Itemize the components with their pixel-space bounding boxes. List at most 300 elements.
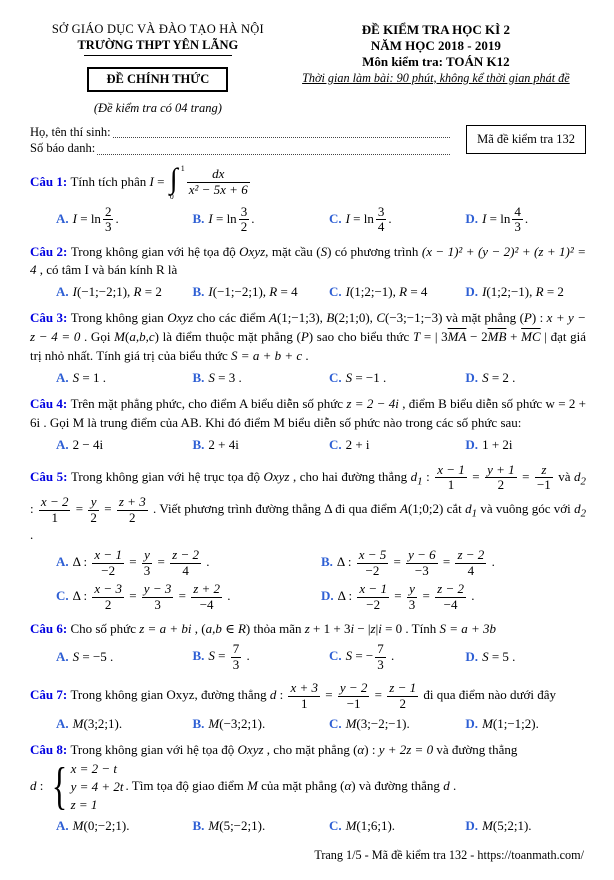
stem-text: , có tâm I và bán kính R là [36,262,178,278]
question-label: Câu 7: [30,687,71,703]
math-text: M [345,817,357,833]
math-text: B [326,310,335,326]
question-stem-continued [30,760,586,814]
integral-lower-bound: 0 [169,191,174,201]
math-text: P [300,329,309,345]
math-text: z = 2 − 4i [346,396,399,412]
stem-text: Δ : [337,588,356,604]
vector-overline: $\overline{MB}$ [487,329,507,345]
stem-text: = ln [486,210,511,226]
stem-text: 2 + i [345,436,370,452]
stem-text: Trong không gian với hệ trục tọa độ [70,468,264,484]
fraction-denominator: −4 [443,596,458,612]
fraction-numerator: 3 [377,203,385,219]
system-lines [71,760,124,814]
stem-text: Trong không gian với hệ tọa độ [70,742,238,758]
options-row [30,204,586,236]
fraction-denominator: −3 [414,562,429,578]
fraction-denominator: 3 [154,596,161,612]
option-D [465,282,586,302]
fraction-numerator: 7 [232,640,240,656]
math-text: S = a + 3b [439,621,497,637]
option-A [56,368,192,388]
stem-text: , điểm B biểu diễn số phức w = 2 + 6i . Gọi M là trung điểm của AB. Khi đó điểm M biểu diễn số phức nào trong các số phức sau: [30,396,586,430]
question-2 [30,243,586,303]
stem-text: . [449,778,457,794]
student-name-label: Họ, tên thí sinh: [30,125,111,139]
stem-text: Cho số phức [70,621,140,637]
stem-text: . Viết phương trình đường thẳng Δ đi qua điểm [149,501,400,517]
option-D [465,714,586,734]
stem-text: Trong không gian với hệ tọa độ [70,243,240,259]
fraction [239,205,250,235]
option-letter: A. [56,716,69,732]
fraction-denominator: 1 [447,477,455,493]
option-letter: C. [328,817,342,833]
stem-text: ) và đường thẳng [351,778,444,794]
option-B [192,204,328,236]
stem-text: (−1;−2;1), [212,284,270,300]
stem-text: . [387,648,395,664]
stem-text: (−1;−2;1), [76,284,134,300]
math-text: x + y − z − 4 = 0 [30,310,586,345]
stem-text: = 5 . [488,648,516,664]
option-B [192,641,328,673]
stem-text: 2 − 4i [72,436,104,452]
stem-text: = | 3 [420,329,448,345]
fraction-denominator: 2 [240,219,248,235]
stem-text: = [518,468,533,484]
stem-text: (3;2;1). [83,716,123,732]
stem-text: = [322,687,336,703]
exam-title: ĐỀ KIỂM TRA HỌC KÌ 2 [361,22,510,37]
math-text: α [344,778,352,794]
official-exam-box: ĐỀ CHÍNH THỨC [87,67,228,92]
stem-text: và vuông góc với [477,501,575,517]
stem-text: (0;−2;1). [83,817,130,833]
stem-text: . [115,210,119,226]
math-text: M [72,817,84,833]
stem-text: = [100,501,115,517]
stem-text: của mặt phẳng ( [257,778,345,794]
math-text: I [208,210,213,226]
option-A [56,647,192,667]
math-text: d [269,687,277,703]
stem-text: (3;−2;−1). [356,716,410,732]
option-letter: C. [56,588,69,604]
stem-text: . [243,648,250,664]
stem-text: : [276,687,287,703]
math-text: S [72,369,80,385]
question-stem [30,620,586,639]
duration-line: Thời gian làm bài: 90 phút, không kể thời gian phát đề [302,70,570,85]
question-8 [30,741,586,836]
fraction-denominator: −2 [365,562,380,578]
math-text: A [399,501,408,517]
stem-text: = [439,553,454,569]
fraction-numerator: x + 3 [290,680,319,696]
math-text: S [482,369,489,385]
stem-text: : [36,778,47,794]
fraction-numerator: z − 2 [437,581,464,597]
math-text: I [345,284,350,300]
fraction [376,205,387,235]
stem-text: = ln [76,210,101,226]
stem-text: . Gọi [80,329,115,345]
stem-text: . [467,588,475,604]
fraction-denominator: 2 [104,596,112,612]
question-6 [30,620,586,673]
question-stem [30,309,586,366]
fraction-denominator: 3 [232,656,240,672]
stem-text: : [422,468,434,484]
stem-text: , cho hai đường thẳng [289,468,411,484]
math-text: S [208,369,215,385]
stem-text: Trong không gian [70,310,168,326]
fraction-numerator: dx [187,167,250,183]
stem-text: ( [124,329,130,345]
fraction-denominator: 3 [514,219,521,235]
option-letter: B. [192,716,205,732]
question-label: Câu 3: [30,310,71,326]
math-text: Oxyz [239,243,266,259]
stem-text: = [153,173,168,189]
fraction-numerator: y [407,582,418,598]
fraction [455,548,486,578]
math-text: z [304,621,310,637]
fraction [387,681,418,711]
stem-text: . Tìm tọa độ giao điểm [125,778,247,794]
stem-text: (5;2;1). [492,817,532,833]
math-text: I [482,284,487,300]
stem-text: = [390,588,405,604]
stem-text: = 0 . Tính [381,621,440,637]
question-7 [30,680,586,734]
integral-icon [168,164,185,202]
fraction-numerator: y − 3 [143,581,172,597]
fraction [231,642,242,672]
stem-text: = 3 . [214,369,242,385]
math-text: S [72,648,80,664]
option-A [56,435,192,455]
stem-text: Δ : [336,553,355,569]
fraction [435,582,466,612]
option-letter: A. [56,648,69,664]
math-text: I [72,210,77,226]
stem-text: = 4 [277,284,298,300]
stem-text: = [371,687,386,703]
fraction-denominator: x² − 5x + 6 [188,182,248,197]
equation-system [47,760,124,814]
math-text: Oxyz [167,310,194,326]
option-D [465,816,586,836]
subject-line: Môn kiểm tra: TOÁN K12 [362,53,510,69]
stem-text: , ( [191,621,206,637]
math-text: I [482,210,487,226]
fraction-numerator: y + 1 [487,461,515,477]
math-text: S [320,243,328,259]
page-header [30,22,586,116]
math-text: R [535,284,544,300]
math-text: z = a + bi [139,621,192,637]
student-id-label: Số báo danh: [30,141,96,156]
option-A [56,547,321,579]
fraction [338,681,370,711]
option-letter: A. [56,817,69,833]
page-footer: Trang 1/5 - Mã đề kiểm tra 132 - https://toanmath.com/ [314,848,584,862]
fraction [103,205,114,235]
fraction-denominator: 1 [301,695,308,711]
math-text: R [269,284,278,300]
math-text: M [208,716,220,732]
system-line: z = 1 [70,797,98,813]
fraction [485,463,517,493]
option-letter: D. [321,588,334,604]
stem-text: . [388,210,392,226]
math-text: I [149,173,154,189]
math-text: I [208,284,213,300]
stem-text: = 4 [407,284,428,300]
stem-text: Tính tích phân [70,173,150,189]
fraction-denominator: 3 [377,656,384,672]
fraction [187,167,250,197]
fraction [407,582,418,612]
option-letter: C. [328,284,342,300]
stem-text: = −1 . [352,369,387,385]
fraction-numerator: x − 1 [94,546,122,562]
fraction-numerator: z + 3 [118,494,146,510]
fraction-denominator: 4 [182,562,189,578]
option-letter: A. [56,436,69,452]
fraction-denominator: 2 [129,509,136,525]
stem-text: . [224,588,231,604]
option-C [56,581,321,613]
math-text: R [133,284,142,300]
fraction-denominator: 2 [497,477,505,493]
option-letter: C. [328,436,342,452]
stem-text: , cho mặt phẳng ( [263,742,358,758]
fraction-numerator: y [88,495,99,511]
option-A [56,714,192,734]
stem-text: Trong không gian Oxyz, đường thẳng [70,687,270,703]
student-info-row [30,124,586,157]
math-text: M [482,716,493,732]
question-label: Câu 4: [30,396,71,412]
stem-text: và đường thẳng [433,742,518,758]
question-5 [30,462,586,613]
header-left [30,22,286,116]
vector-overline: $\overline{MC}$ [521,329,541,345]
math-text: M [114,329,125,345]
options-row [30,714,586,734]
fraction [406,548,438,578]
question-stem [30,243,586,281]
fraction-numerator: y − 2 [339,680,368,696]
math-text: I [72,284,77,300]
department-name: SỞ GIÁO DỤC VÀ ĐÀO TẠO HÀ NỘI [51,22,264,36]
stem-text: = ln [349,210,374,226]
option-letter: C. [328,210,342,226]
question-label: Câu 1: [30,173,71,189]
stem-text: = [154,553,169,569]
option-B [192,368,328,388]
math-text: M [208,817,220,833]
math-text: d [410,468,418,484]
stem-text: + [506,329,522,345]
math-text: d [574,468,581,484]
vector-overline: $\overline{MA}$ [447,329,467,345]
option-B [192,435,328,455]
fraction-numerator: 3 [240,203,248,219]
subscript: 1 [471,507,478,520]
system-line: x = 2 − t [70,761,118,777]
fraction-denominator: −2 [101,562,116,578]
stem-text: = [72,501,87,517]
option-letter: D. [465,210,479,226]
stem-text: (1;6;1). [356,817,396,833]
stem-text: − | [354,621,371,637]
fraction-denominator: 2 [399,695,406,711]
math-text: d [465,501,472,517]
stem-text: (1;2;−1), [486,284,536,300]
question-label: Câu 2: [30,243,71,259]
option-D [465,204,586,236]
option-C [329,204,465,236]
option-letter: D. [465,648,479,664]
question-stem [30,395,586,433]
questions-container [30,164,586,837]
question-label: Câu 8: [30,742,71,758]
fraction-numerator: y − 6 [408,546,436,562]
stem-text: (1;0;2) cắt [407,501,466,517]
fraction-numerator: z − 2 [457,546,485,562]
stem-text: = [175,588,190,604]
stem-text: ) có phương trình [327,243,422,259]
option-letter: C. [328,716,342,732]
school-name: TRƯỜNG THPT YÊN LÃNG [77,38,239,52]
math-text: i [350,621,355,637]
fraction [39,495,71,525]
fraction-numerator: x − 3 [94,581,122,597]
stem-text: = [419,588,434,604]
fraction [535,463,553,493]
option-letter: D. [465,284,479,300]
options-row [30,368,586,388]
option-letter: C. [328,369,342,385]
integral-glyph: ∫ [169,162,178,195]
option-letter: D. [465,817,479,833]
fraction [288,681,320,711]
math-text: a,b,c [129,329,155,345]
option-letter: A. [56,553,69,569]
stem-text: (1;2;−1), [349,284,400,300]
subscript: 1 [417,475,423,488]
option-letter: A. [56,284,69,300]
system-brace-icon: { [51,758,67,816]
fraction-numerator: z [535,463,553,479]
fraction-denominator: 3 [104,219,112,235]
math-text: A [268,310,277,326]
question-4 [30,395,586,455]
option-letter: A. [56,210,69,226]
stem-text: 1 + 2i [482,436,513,452]
math-text: M [482,817,493,833]
stem-text: (1;−1;3), [276,310,327,326]
question-stem [30,164,586,202]
stem-text: (−3;2;1). [219,716,266,732]
option-letter: B. [192,648,205,664]
subscript: 2 [580,475,586,488]
fraction-denominator: 4 [377,219,385,235]
stem-text: = 1 . [79,369,106,385]
math-text: C [376,310,386,326]
options-row [30,816,586,836]
math-text: (x − 1)² + (y − 2)² + (z + 1)² = 4 [30,243,586,278]
math-text: a,b [205,621,222,637]
option-C [329,641,465,673]
option-C [329,282,465,302]
fraction [435,463,467,493]
math-text: T [412,329,421,345]
fraction-numerator: z − 1 [389,680,417,696]
fraction [170,548,201,578]
option-letter: B. [192,817,205,833]
math-text: d [443,778,450,794]
stem-text: và [554,468,575,484]
stem-text: = −5 . [79,648,114,664]
stem-text: ) là điểm thuộc mặt phẳng ( [154,329,301,345]
option-letter: B. [192,369,205,385]
math-text: d [574,501,581,517]
student-id-dotted-line [97,140,450,154]
math-text: Oxyz [263,468,290,484]
math-text: S = a + b + c [231,348,303,364]
math-text: S [345,648,353,664]
fraction-denominator: 3 [143,562,151,578]
stem-text: | đạt giá trị nhỏ nhất. Tính giá trị của biểu thức [30,329,587,364]
stem-text: = 2 [141,284,162,300]
math-text: Oxyz [237,742,264,758]
stem-text: 2 + 4i [208,436,239,452]
stem-text: . [302,348,309,364]
fraction [92,548,124,578]
option-B [192,282,328,302]
question-stem [30,462,586,545]
math-text: M [246,778,258,794]
option-A [56,282,192,302]
fraction-numerator: z − 2 [172,546,199,562]
integral-upper-bound: 1 [180,163,185,173]
fraction-denominator: −1 [536,477,551,493]
option-A [56,204,192,236]
stem-text: . [524,210,529,226]
stem-text: (−3;−1;−3) và mặt phẳng ( [385,310,524,326]
option-letter: C. [328,648,342,664]
student-name-line [30,124,450,140]
fraction-denominator: 3 [408,596,416,612]
fraction-numerator: x − 1 [437,461,465,477]
stem-text: (5;−2;1). [219,817,266,833]
question-stem [30,680,586,712]
fraction [142,582,174,612]
options-row [30,435,586,455]
student-name-dotted-line [113,124,451,138]
fraction [88,495,99,525]
fraction [117,495,148,525]
option-D [465,368,586,388]
stem-text: . [202,553,210,569]
math-text: I [345,210,350,226]
